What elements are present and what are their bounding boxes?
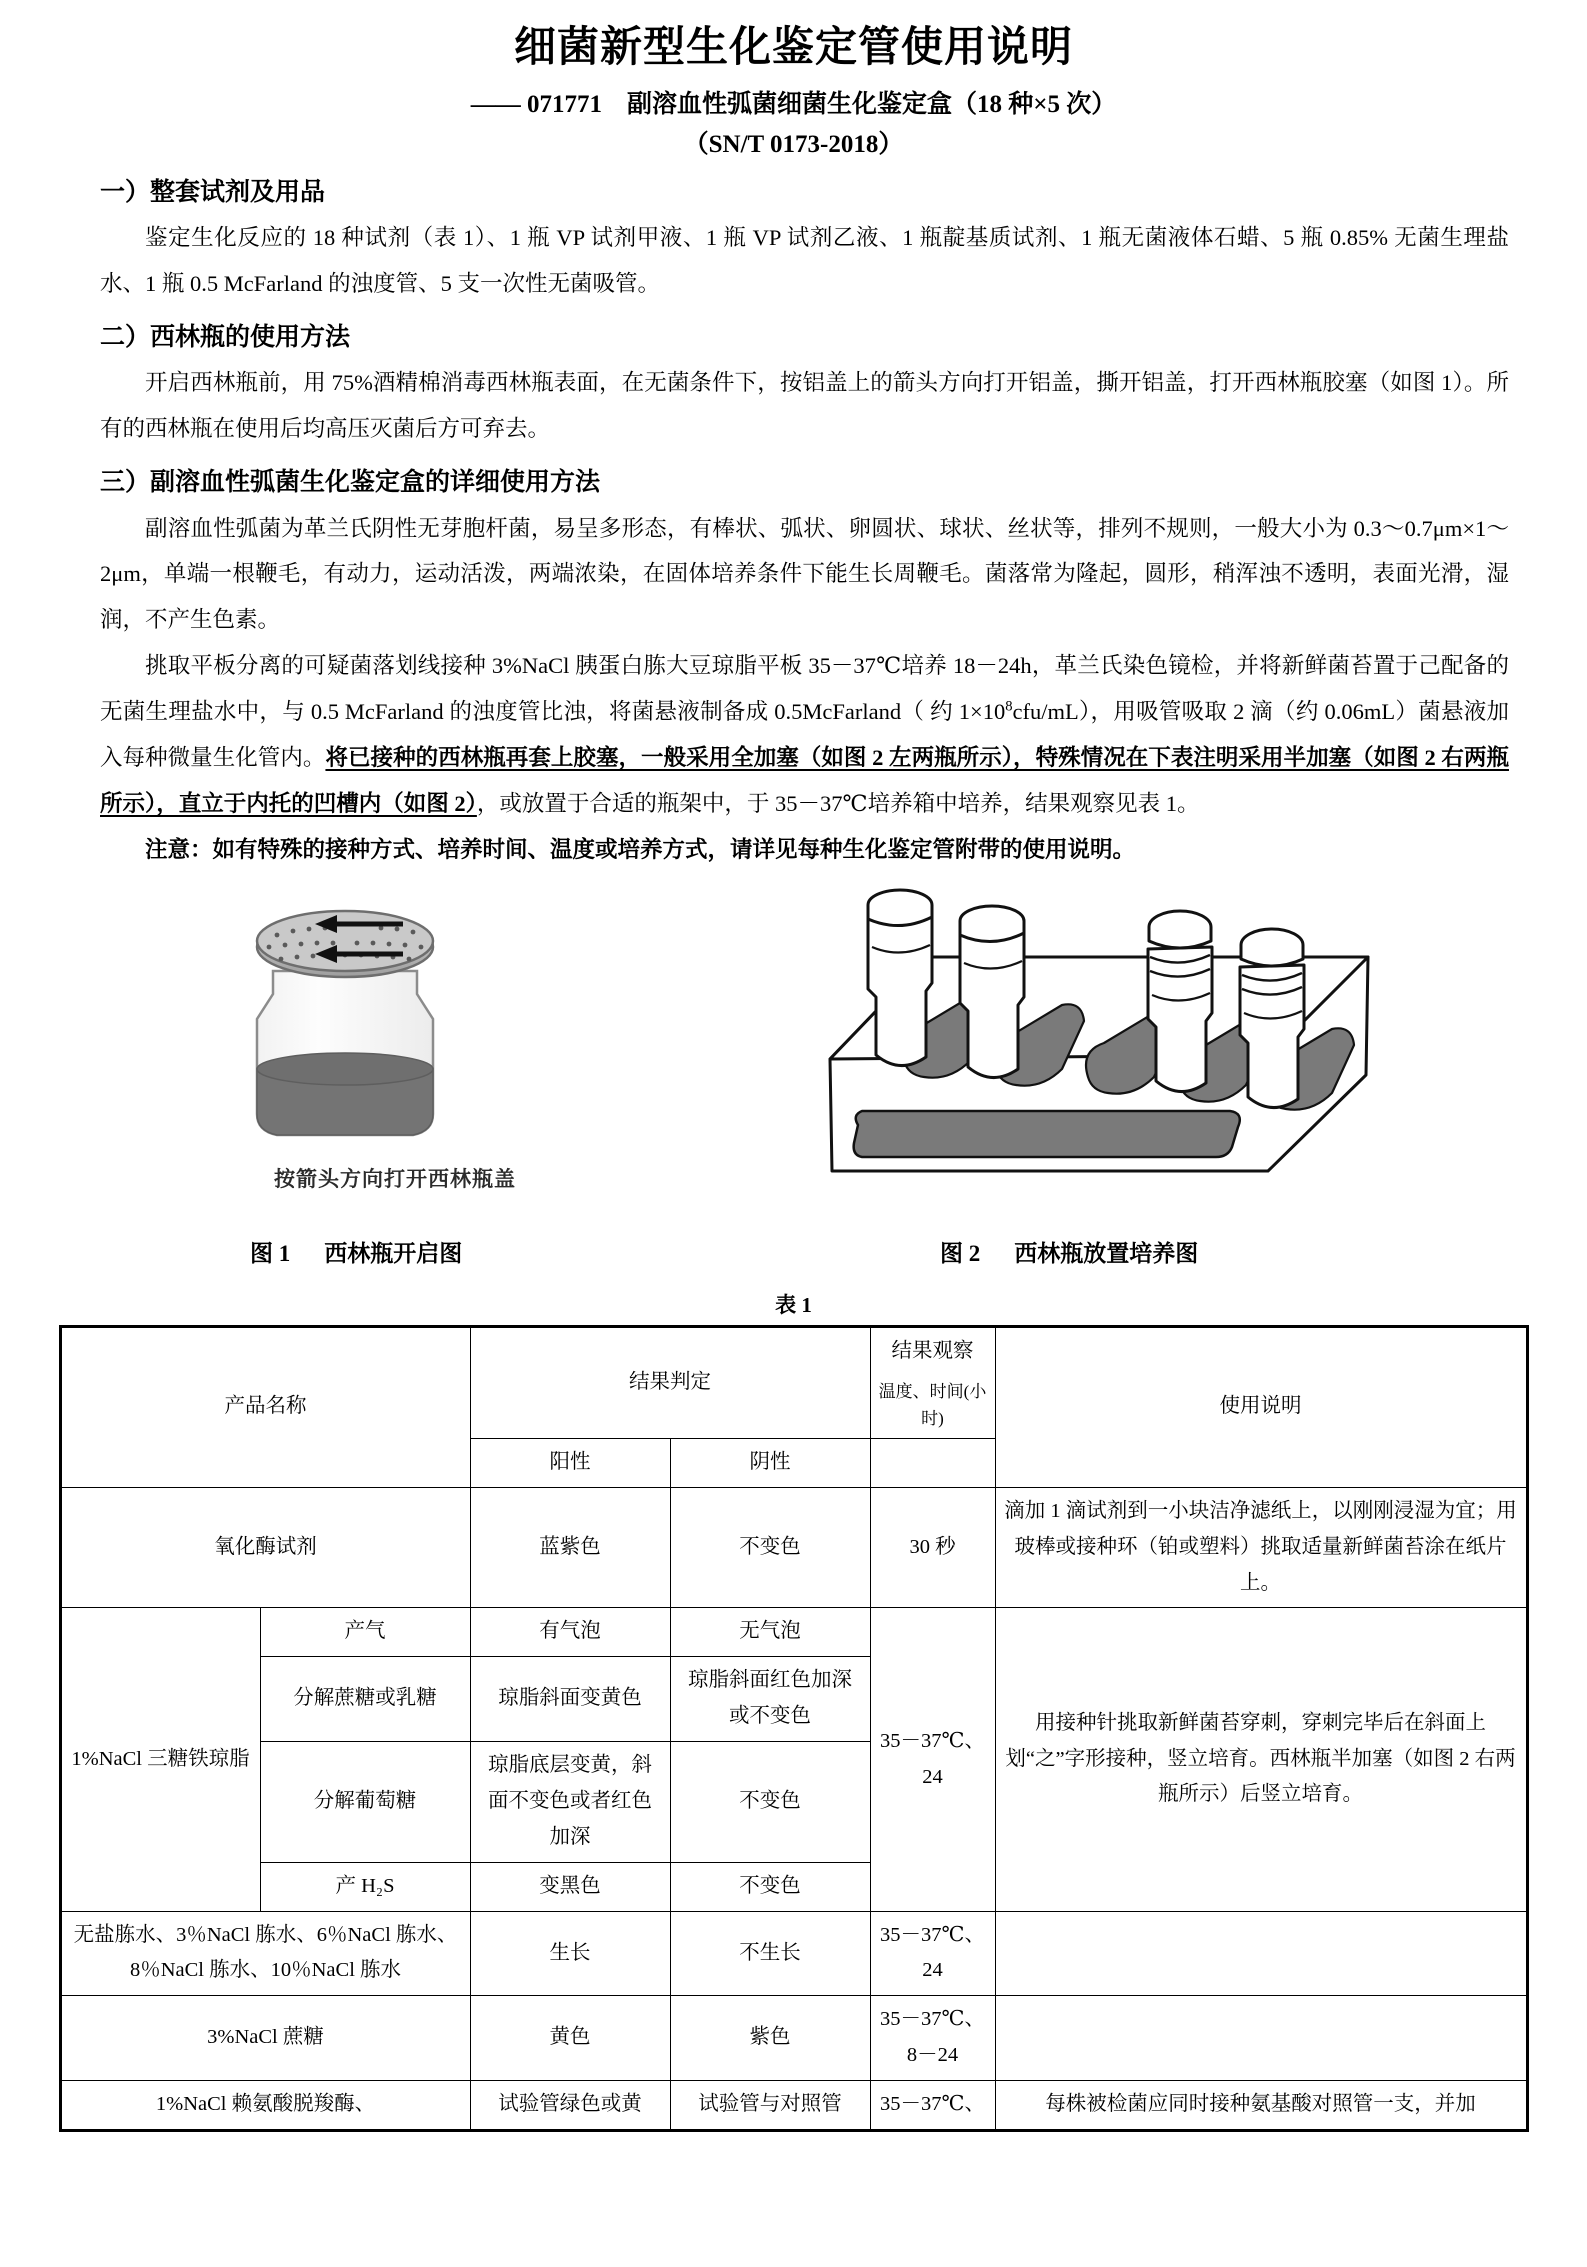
figure-2-number: 图 2 — [940, 1240, 981, 1266]
row-positive: 有气泡 — [470, 1608, 670, 1657]
header-positive: 阳性 — [470, 1438, 670, 1487]
header-result-observe — [870, 1326, 995, 1438]
row-positive: 变黑色 — [470, 1862, 670, 1911]
document-page — [0, 22, 1587, 2267]
vial-full-stopper-1 — [868, 890, 932, 1066]
standard-number: （SN/T 0173-2018） — [683, 131, 904, 158]
row-negative: 不变色 — [670, 1862, 870, 1911]
row-observe: 35－37℃、24 — [870, 1911, 995, 1996]
row-product-name: 1%NaCl 三糖铁琼脂 — [60, 1608, 260, 1911]
row-usage: 每株被检菌应同时接种氨基酸对照管一支，并加 — [995, 2081, 1527, 2131]
row-negative: 无气泡 — [670, 1608, 870, 1657]
header-usage: 使用说明 — [995, 1326, 1527, 1487]
table-body — [60, 1487, 1527, 2130]
row-usage: 滴加 1 滴试剂到一小块洁净滤纸上，以刚刚浸湿为宜；用玻棒或接种环（铂或塑料）挑取适量新鲜菌苔涂在纸片上。 — [995, 1487, 1527, 1608]
section-1-paragraph: 鉴定生化反应的 18 种试剂（表 1）、1 瓶 VP 试剂甲液、1 瓶 VP 试剂乙液、1 瓶靛基质试剂、1 瓶无菌液体石蜡、5 瓶 0.85% 无菌生理盐水、1 瓶 0.5 McFarland 的浊度管、5 支一次性无菌吸管。 — [100, 225, 1509, 296]
vial-half-stopper-2 — [1240, 929, 1304, 1108]
row-usage — [995, 1911, 1527, 1996]
section-heading-2: 二）西林瓶的使用方法 — [100, 323, 351, 351]
para3-underlined-emphasis: 将已接种的西林瓶再套上胶塞，一般采用全加塞（如图 2 左两瓶所示），特殊情况在下表注明采用半加塞（如图 2 右两瓶所示），直立于内托的凹槽内（如图 2） — [100, 745, 1509, 816]
table-row — [60, 1608, 1527, 1657]
row-observe: 35－37℃、 — [870, 2081, 995, 2131]
row-negative: 紫色 — [670, 1996, 870, 2081]
vial-rack-illustration — [800, 879, 1400, 1179]
figures-area — [0, 899, 1587, 1229]
attention-note: 注意：如有特殊的接种方式、培养时间、温度或培养方式，请详见每种生化鉴定管附带的使用说明。 — [145, 836, 1136, 862]
header-observe-spacer — [870, 1438, 995, 1487]
table-row — [60, 1911, 1527, 1996]
row-positive: 琼脂底层变黄，斜面不变色或者红色加深 — [470, 1742, 670, 1863]
row-sub-name: 产气 — [260, 1608, 470, 1657]
document-body — [0, 174, 1587, 873]
header-result-judge: 结果判定 — [470, 1326, 870, 1438]
header-product-name: 产品名称 — [60, 1326, 470, 1487]
row-positive: 试验管绿色或黄 — [470, 2081, 670, 2131]
row-observe: 35－37℃、24 — [870, 1608, 995, 1911]
section-heading-1: 一）整套试剂及用品 — [100, 178, 326, 206]
figure-1-inner-label: 按箭头方向打开西林瓶盖 — [274, 1166, 516, 1191]
vial-open-illustration — [185, 899, 505, 1159]
figure-captions — [0, 1235, 1587, 1279]
row-negative: 琼脂斜面红色加深或不变色 — [670, 1657, 870, 1742]
row-product-name: 1%NaCl 赖氨酸脱羧酶、 — [60, 2081, 470, 2131]
page-subtitle: —— 071771 副溶血性弧菌细菌生化鉴定盒（18 种×5 次） — [470, 90, 1117, 118]
figure-1-number: 图 1 — [250, 1240, 291, 1266]
figure-2-caption — [940, 1235, 1198, 1268]
row-negative: 不生长 — [670, 1911, 870, 1996]
vial-full-stopper-2 — [960, 906, 1024, 1078]
table-label: 表 1 — [775, 1292, 812, 1317]
row-sub-name: 分解葡萄糖 — [260, 1742, 470, 1863]
header-negative: 阴性 — [670, 1438, 870, 1487]
section-3-paragraph-2 — [100, 643, 1509, 827]
table-row — [60, 1996, 1527, 2081]
row-positive: 琼脂斜面变黄色 — [470, 1657, 670, 1742]
figure-1 — [185, 899, 605, 1193]
row-positive: 黄色 — [470, 1996, 670, 2081]
page-title: 细菌新型生化鉴定管使用说明 — [513, 25, 1073, 71]
para3-part3: ，或放置于合适的瓶架中，于 35－37℃培养箱中培养，结果观察见表 1。 — [476, 790, 1200, 816]
row-usage: 用接种针挑取新鲜菌苔穿刺，穿刺完毕后在斜面上划“之”字形接种，竖立培育。西林瓶半加塞（如图 2 右两瓶所示）后竖立培育。 — [995, 1608, 1527, 1911]
section-heading-3: 三）副溶血性弧菌生化鉴定盒的详细使用方法 — [100, 469, 601, 497]
row-product-name: 3%NaCl 蔗糖 — [60, 1996, 470, 2081]
results-table — [59, 1325, 1529, 2132]
para3-superscript: 8 — [1005, 698, 1013, 715]
para3-part2: cfu/mL），用吸管吸取 2 滴（约 0.06mL）菌悬液加入每种微量生化管内。 — [100, 699, 1509, 771]
figure-2 — [800, 879, 1440, 1179]
row-negative: 不变色 — [670, 1742, 870, 1863]
row-negative: 不变色 — [670, 1487, 870, 1608]
row-positive: 蓝紫色 — [470, 1487, 670, 1608]
figure-2-caption-text: 西林瓶放置培养图 — [1014, 1240, 1199, 1266]
vial-half-stopper-1 — [1148, 911, 1212, 1092]
row-sub-name: 分解蔗糖或乳糖 — [260, 1657, 470, 1742]
row-usage — [995, 1996, 1527, 2081]
header-observe-sub: 温度、时间(小时) — [878, 1381, 987, 1428]
section-2-paragraph: 开启西林瓶前，用 75%酒精棉消毒西林瓶表面，在无菌条件下，按铝盖上的箭头方向打开铝盖，撕开铝盖，打开西林瓶胶塞（如图 1）。所有的西林瓶在使用后均高压灭菌后方可弃去。 — [100, 370, 1509, 442]
row-observe: 30 秒 — [870, 1487, 995, 1608]
table-row — [60, 1487, 1527, 1608]
table-row — [60, 2081, 1527, 2131]
figure-1-caption — [250, 1235, 462, 1268]
table-header-row-1 — [60, 1326, 1527, 1438]
section-3-paragraph-1: 副溶血性弧菌为革兰氏阴性无芽胞杆菌，易呈多形态，有棒状、弧状、卵圆状、球状、丝状等，排列不规则，一般大小为 0.3～0.7μm×1～2μm，单端一根鞭毛，有动力，运动活泼，两端浓染，在固体培养条件下能生长周鞭毛。菌落常为隆起，圆形，稍浑浊不透明，表面光滑，湿润，不产生色素。 — [100, 515, 1509, 633]
row-product-name: 无盐胨水、3％NaCl 胨水、6％NaCl 胨水、8％NaCl 胨水、10％NaCl 胨水 — [60, 1911, 470, 1996]
row-positive: 生长 — [470, 1911, 670, 1996]
figure-1-caption-text: 西林瓶开启图 — [324, 1240, 463, 1266]
para3-part1: 挑取平板分离的可疑菌落划线接种 3%NaCl 胰蛋白胨大豆琼脂平板 35－37℃培养 18－24h，革兰氏染色镜检，并将新鲜菌苔置于己配备的无菌生理盐水中，与 0.5 McFarland 的浊度管比浊，将菌悬液制备成 0.5McFarland（ 约 1×10 — [100, 653, 1509, 725]
table-header — [60, 1326, 1527, 1487]
row-negative: 试验管与对照管 — [670, 2081, 870, 2131]
row-observe: 35－37℃、8－24 — [870, 1996, 995, 2081]
header-observe-main: 结果观察 — [891, 1339, 974, 1362]
row-product-name: 氧化酶试剂 — [60, 1487, 470, 1608]
row-sub-name: 产 H₂S — [260, 1862, 470, 1911]
